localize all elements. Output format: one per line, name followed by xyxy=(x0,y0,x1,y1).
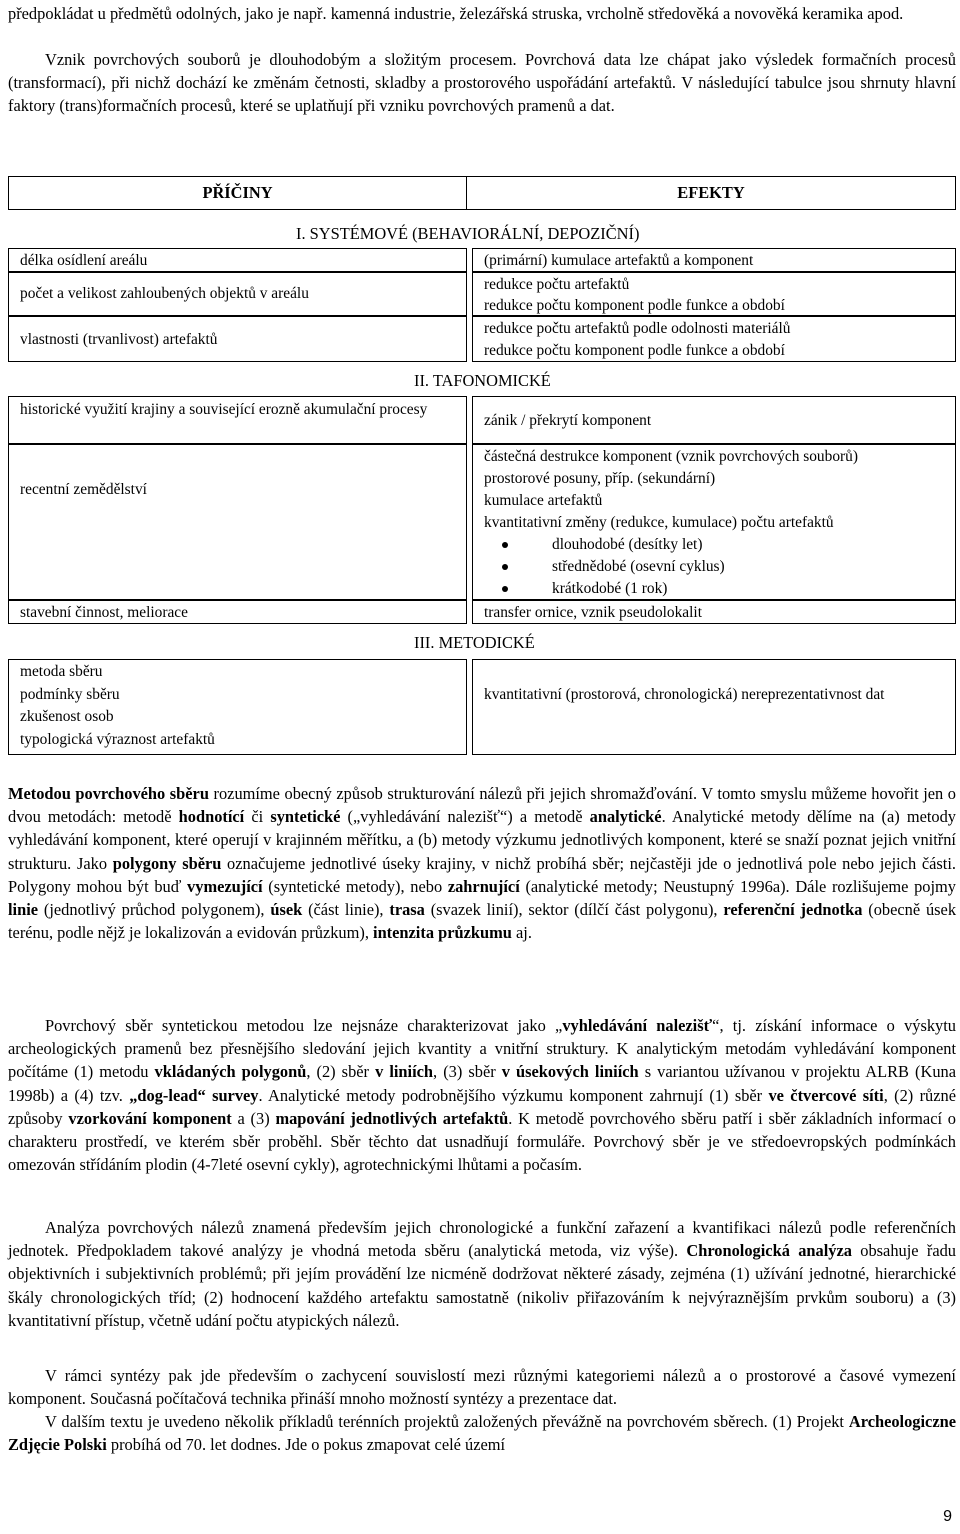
table-effect-cell: redukce počtu artefaktů podle odolnosti materiálů redukce počtu komponent podle funkce a období xyxy=(472,316,956,362)
section-title-taphonomic: II. TAFONOMICKÉ xyxy=(414,371,551,390)
table-effect-cell: (primární) kumulace artefaktů a komponent xyxy=(472,248,956,272)
paragraph-method: Metodou povrchového sběru rozumíme obecný způsob strukturování nálezů při jejich shromažďování. V tomto smyslu můžeme hovořit jen o dvou metodách: metodě hodnotící či syntetické („vyhledávání nalezišť“) a metodě analytické. Analytické metody dělíme na (a) metody vyhledávání komponent, které operují v krajinném měřítku, a (b) metody výzkumu jednotlivých komponent, které se snaží poznat jejich vnitřní strukturu. Jako polygony sběru označujeme jednotlivé úseky krajiny, v nichž probíhá sběr; nejčastěji jde o jednotlivá pole nebo jejich části. Polygony mohou být buď vymezující (syntetické metody), nebo zahrnující (analytické metody; Neustupný 1996a). Dále rozlišujeme pojmy linie (jednotlivý průchod polygonem), úsek (část linie), trasa (svazek linií), sektor (dílčí část polygonu), referenční jednotka (obecně úsek terénu, podle nějž je lokalizován a evidován průzkum), intenzita průzkumu aj. xyxy=(8,784,957,943)
table-effect-cell: částečná destrukce komponent (vznik povrchových souborů) prostorové posuny, příp. (sekundární) kumulace artefaktů kvantitativní změny (redukce, kumulace) počtu artefaktů dlouhodobé (desítky let) střednědobé (osevní cyklus) krátkodobé (1 rok) xyxy=(472,444,956,600)
table-effect-cell: redukce počtu artefaktů redukce počtu komponent podle funkce a období xyxy=(472,272,956,316)
table-effect-cell: zánik / překrytí komponent xyxy=(472,396,956,444)
table-cause-cell: metoda sběru podmínky sběru zkušenost osob typologická výraznost artefaktů xyxy=(8,659,467,755)
table-cause-cell: stavební činnost, meliorace xyxy=(8,600,467,624)
table-cause-cell: počet a velikost zahloubených objektů v areálu xyxy=(8,272,467,316)
list-item: krátkodobé (1 rok) xyxy=(484,578,955,600)
intro-paragraph-1: předpokládat u předmětů odolných, jako je např. kamenná industrie, železářská struska, vrcholně středověká a novověká keramika apod. xyxy=(8,4,904,23)
paragraph-synthesis: V rámci syntézy pak jde především o zachycení souvislostí mezi různými kategoriemi nálezů a o prostorové a časové vymezení komponent. Současná počítačová technika přináší mnoho možností syntézy a prezentace dat. xyxy=(8,1366,956,1409)
list-item: dlouhodobé (desítky let) xyxy=(484,534,955,556)
list-item: střednědobé (osevní cyklus) xyxy=(484,556,955,578)
table-cause-cell: recentní zemědělství xyxy=(8,444,467,600)
section-title-methodical: III. METODICKÉ xyxy=(414,633,535,652)
section-title-systemic: I. SYSTÉMOVÉ (BEHAVIORÁLNÍ, DEPOZIČNÍ) xyxy=(296,224,640,243)
table-effect-cell: transfer ornice, vznik pseudolokalit xyxy=(472,600,956,624)
paragraph-analysis: Analýza povrchových nálezů znamená především jejich chronologické a funkční zařazení a kvantifikaci nálezů podle referenčních jednotek. Předpokladem takové analýzy je vhodná metoda sběru (analytická metoda, viz výše). Chronologická analýza obsahuje řadu objektivních i subjektivních problémů; při jejím provádění lze nicméně dodržovat některé zásady, zejména (1) užívání jednotné, hierarchické škály chronologických tříd; (2) hodnocení každého artefaktu samostatně (nikoliv přiřazováním k nejvýraznějším prvkům souboru) a (3) kvantitativní přístup, včetně udání počtu atypických nálezů. xyxy=(8,1218,956,1330)
table-header-causes: PŘÍČINY xyxy=(8,176,467,210)
intro-paragraph-2: Vznik povrchových souborů je dlouhodobým a složitým procesem. Povrchová data lze chápat jako výsledek formačních procesů (transformací), při nichž dochází ke změnám četnosti, skladby a prostorového uspořádání artefaktů. V následující tabulce jsou shrnuty hlavní faktory (trans)formačních procesů, které se uplatňují při vzniku povrchových pramenů a dat. xyxy=(8,50,956,116)
paragraph-synthetic: Povrchový sběr syntetickou metodou lze nejsnáze charakterizovat jako „vyhledávání nalezišť“, tj. získání informace o výskytu archeologických pramenů bez přesnějšího sledování jejich kvantity a vnitřní struktury. K analytickým metodám vyhledávání komponent počítáme (1) metodu vkládaných polygonů, (2) sběr v liniích, (3) sběr v úsekových liniích s variantou užívanou v projektu ALRB (Kuna 1998b) a (4) tzv. „dog-lead“ survey. Analytické metody podrobnějšího výzkumu komponent zahrnují (1) sběr ve čtvercové síti, (2) různé způsoby vzorkování komponent a (3) mapování jednotlivých artefaktů. K metodě povrchového sběru patří i sběr základních informací o charakteru prostředí, ve kterém sběr proběhl. Sběr těchto dat usnadňují formuláře. Povrchový sběr je ve středoevropských podmínkách omezován střídáním plodin (4-7leté osevní cykly), agrotechnickými lhůtami a počasím. xyxy=(8,1016,957,1175)
table-header-effects: EFEKTY xyxy=(466,176,956,210)
table-effect-cell: kvantitativní (prostorová, chronologická) nereprezentativnost dat xyxy=(472,659,956,755)
table-cause-cell: délka osídlení areálu xyxy=(8,248,467,272)
table-cause-cell: historické využití krajiny a související erozně akumulační procesy xyxy=(8,396,467,444)
page-number: 9 xyxy=(943,1508,952,1525)
table-cause-cell: vlastnosti (trvanlivost) artefaktů xyxy=(8,316,467,362)
paragraph-projects: V dalším textu je uvedeno několik příkladů terénních projektů založených převážně na povrchovém sběrech. (1) Projekt Archeologiczne Zdjęcie Polski probíhá od 70. let dodnes. Jde o pokus zmapovat celé území xyxy=(8,1412,956,1455)
